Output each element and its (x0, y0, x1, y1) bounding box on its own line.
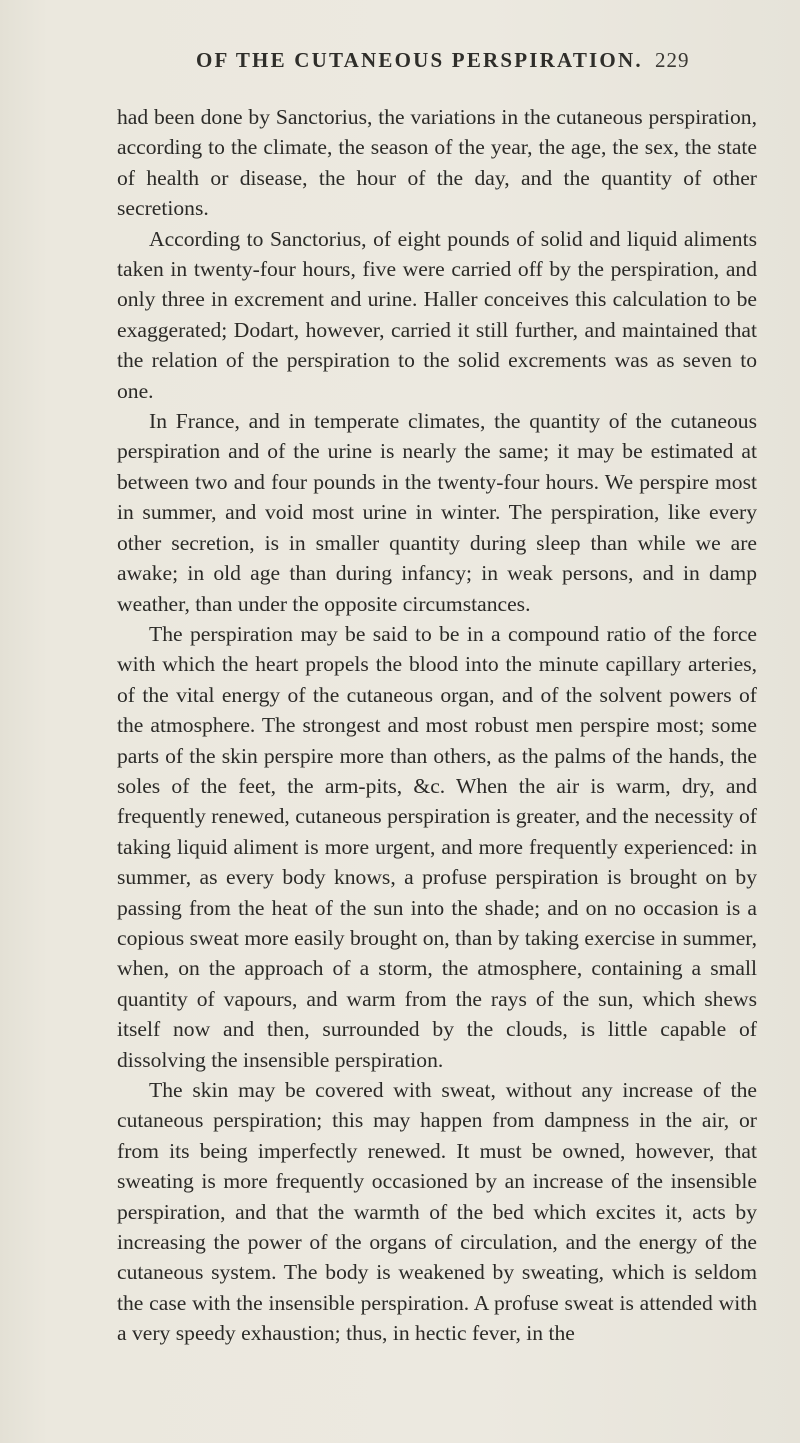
page-number: 229 (655, 48, 690, 72)
paragraph-2: According to Sanctorius, of eight pounds of solid and liquid aliments taken in twenty-four hours, five were carried off by the perspiration, and only three in excrement and urine. Haller conceives this calculation to be exaggerated; Dodart, however, carried it still further, and maintained that the relation of the perspiration to the solid excrements was as seven to one. (117, 226, 757, 403)
paragraph-4: The perspiration may be said to be in a compound ratio of the force with which the heart propels the blood into the minute capillary arteries, of the vital energy of the cutaneous organ, and of the solvent powers of the atmosphere. The strongest and most robust men perspire most; some parts of the skin perspire more than others, as the palms of the hands, the soles of the feet, the arm-pits, &c. When the air is warm, dry, and frequently renewed, cutaneous perspiration is greater, and the necessity of taking liquid aliment is more urgent, and more frequently experienced: in summer, as every body knows, a profuse perspiration is brought on by passing from the heat of the sun into the shade; and on no occasion is a copious sweat more easily brought on, than by taking exercise in summer, when, on the approach of a storm, the atmosphere, containing a small quantity of vapours, and warm from the rays of the sun, which shews itself now and then, surrounded by the clouds, is little capable of dissolving the insensible perspiration. (117, 621, 757, 1072)
body-text (117, 102, 757, 1349)
page-header (0, 48, 800, 78)
paragraph-1: had been done by Sanctorius, the variations in the cutaneous perspiration, according to the climate, the season of the year, the age, the sex, the state of health or disease, the hour of the day, and the quantity of other secretions. (117, 105, 757, 221)
paragraph-3: In France, and in temperate climates, the quantity of the cutaneous perspiration and of the urine is nearly the same; it may be estimated at between two and four pounds in the twenty-four hours. We perspire most in summer, and void most urine in winter. The perspiration, like every other secretion, is in smaller quantity during sleep than while we are awake; in old age than during infancy; in weak persons, and in damp weather, than under the opposite circumstances. (117, 409, 757, 616)
running-head: OF THE CUTANEOUS PERSPIRATION. (196, 48, 643, 72)
paragraph-5: The skin may be covered with sweat, without any increase of the cutaneous perspiration; this may happen from dampness in the air, or from its being imperfectly renewed. It must be owned, however, that sweating is more frequently occasioned by an increase of the insensible perspiration, and that the warmth of the bed which excites it, acts by increasing the power of the organs of circulation, and the energy of the cutaneous system. The body is weakened by sweating, which is seldom the case with the insensible perspiration. A profuse sweat is attended with a very speedy exhaustion; thus, in hectic fever, in the (117, 1078, 757, 1346)
